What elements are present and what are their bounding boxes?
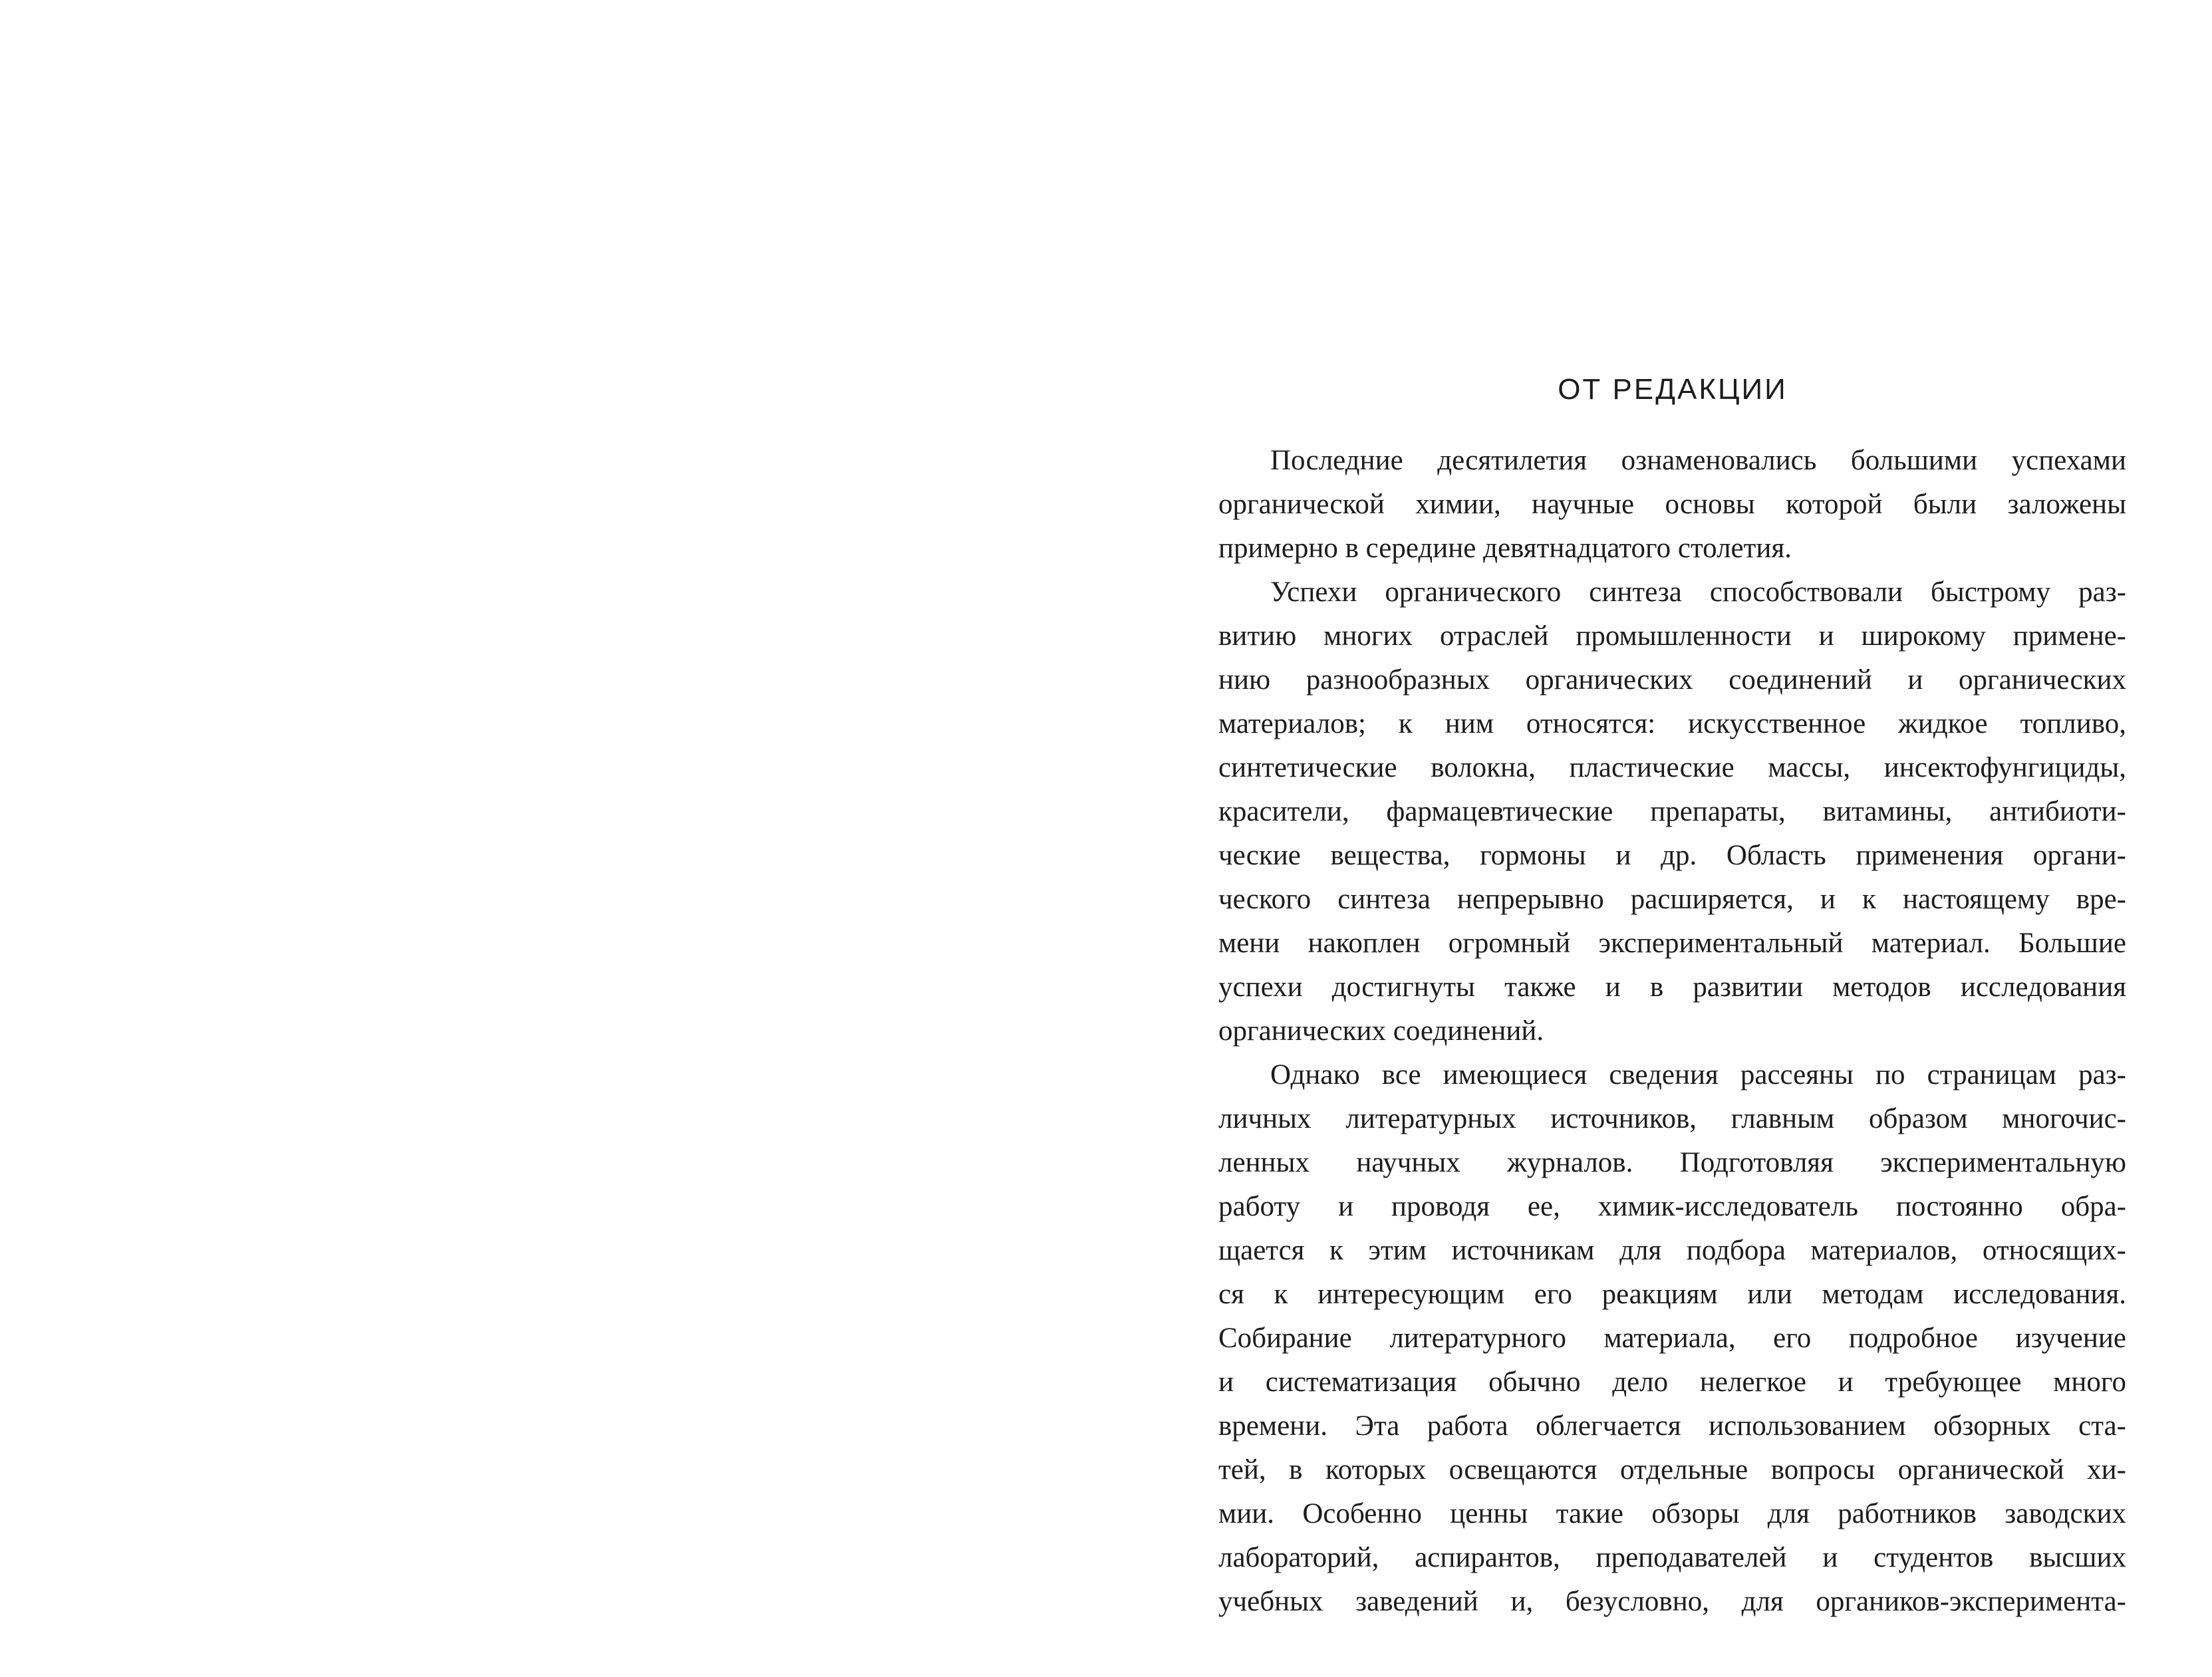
text-line: мени накоплен огромный экспериментальный материал. Большие bbox=[1218, 928, 2126, 959]
text-line: красители, фармацевтические препараты, витамины, антибиоти- bbox=[1218, 796, 2126, 827]
text-line: синтетические волокна, пластические массы, инсектофунгициды, bbox=[1218, 752, 2126, 783]
text-line: Последние десятилетия ознаменовались большими успехами bbox=[1270, 445, 2126, 476]
text-line: ся к интересующим его реакциям или методам исследования. bbox=[1218, 1279, 2126, 1310]
text-line: органических соединений. bbox=[1218, 1015, 1544, 1047]
text-line: Однако все имеющиеся сведения рассеяны по страницам раз- bbox=[1270, 1059, 2126, 1091]
text-line: Собирание литературного материала, его подробное изучение bbox=[1218, 1323, 2126, 1354]
text-line: работу и проводя ее, химик-исследователь постоянно обра- bbox=[1218, 1191, 2126, 1222]
text-line: органической химии, научные основы которой были заложены bbox=[1218, 489, 2126, 520]
page-title: ОТ РЕДАКЦИИ bbox=[1558, 373, 1788, 406]
body-text bbox=[1218, 439, 2126, 1624]
text-line: учебных заведений и, безусловно, для органиков-эксперимента- bbox=[1218, 1586, 2126, 1617]
text-line: и систематизация обычно дело нелегкое и требующее много bbox=[1218, 1366, 2126, 1398]
text-line: материалов; к ним относятся: искусственное жидкое топливо, bbox=[1218, 708, 2126, 739]
text-line: ческого синтеза непрерывно расширяется, и к настоящему вре- bbox=[1218, 884, 2126, 915]
text-line: времени. Эта работа облегчается использованием обзорных ста- bbox=[1218, 1410, 2126, 1442]
text-line: ческие вещества, гормоны и др. Область применения органи- bbox=[1218, 840, 2126, 871]
text-line: тей, в которых освещаются отдельные вопросы органической хи- bbox=[1218, 1454, 2126, 1485]
text-line: лабораторий, аспирантов, преподавателей и студентов высших bbox=[1218, 1542, 2126, 1573]
text-line: витию многих отраслей промышленности и широкому примене- bbox=[1218, 620, 2126, 652]
text-line: примерно в середине девятнадцатого столетия. bbox=[1218, 533, 1792, 564]
text-line: Успехи органического синтеза способствовали быстрому раз- bbox=[1270, 577, 2126, 608]
text-line: щается к этим источникам для подбора материалов, относящих- bbox=[1218, 1235, 2126, 1266]
text-line: нию разнообразных органических соединений и органических bbox=[1218, 664, 2126, 696]
text-line: мии. Особенно ценны такие обзоры для работников заводских bbox=[1218, 1498, 2126, 1529]
text-line: ленных научных журналов. Подготовляя экспериментальную bbox=[1218, 1147, 2126, 1178]
text-line: личных литературных источников, главным образом многочис- bbox=[1218, 1103, 2126, 1134]
text-line: успехи достигнуты также и в развитии методов исследования bbox=[1218, 971, 2126, 1003]
